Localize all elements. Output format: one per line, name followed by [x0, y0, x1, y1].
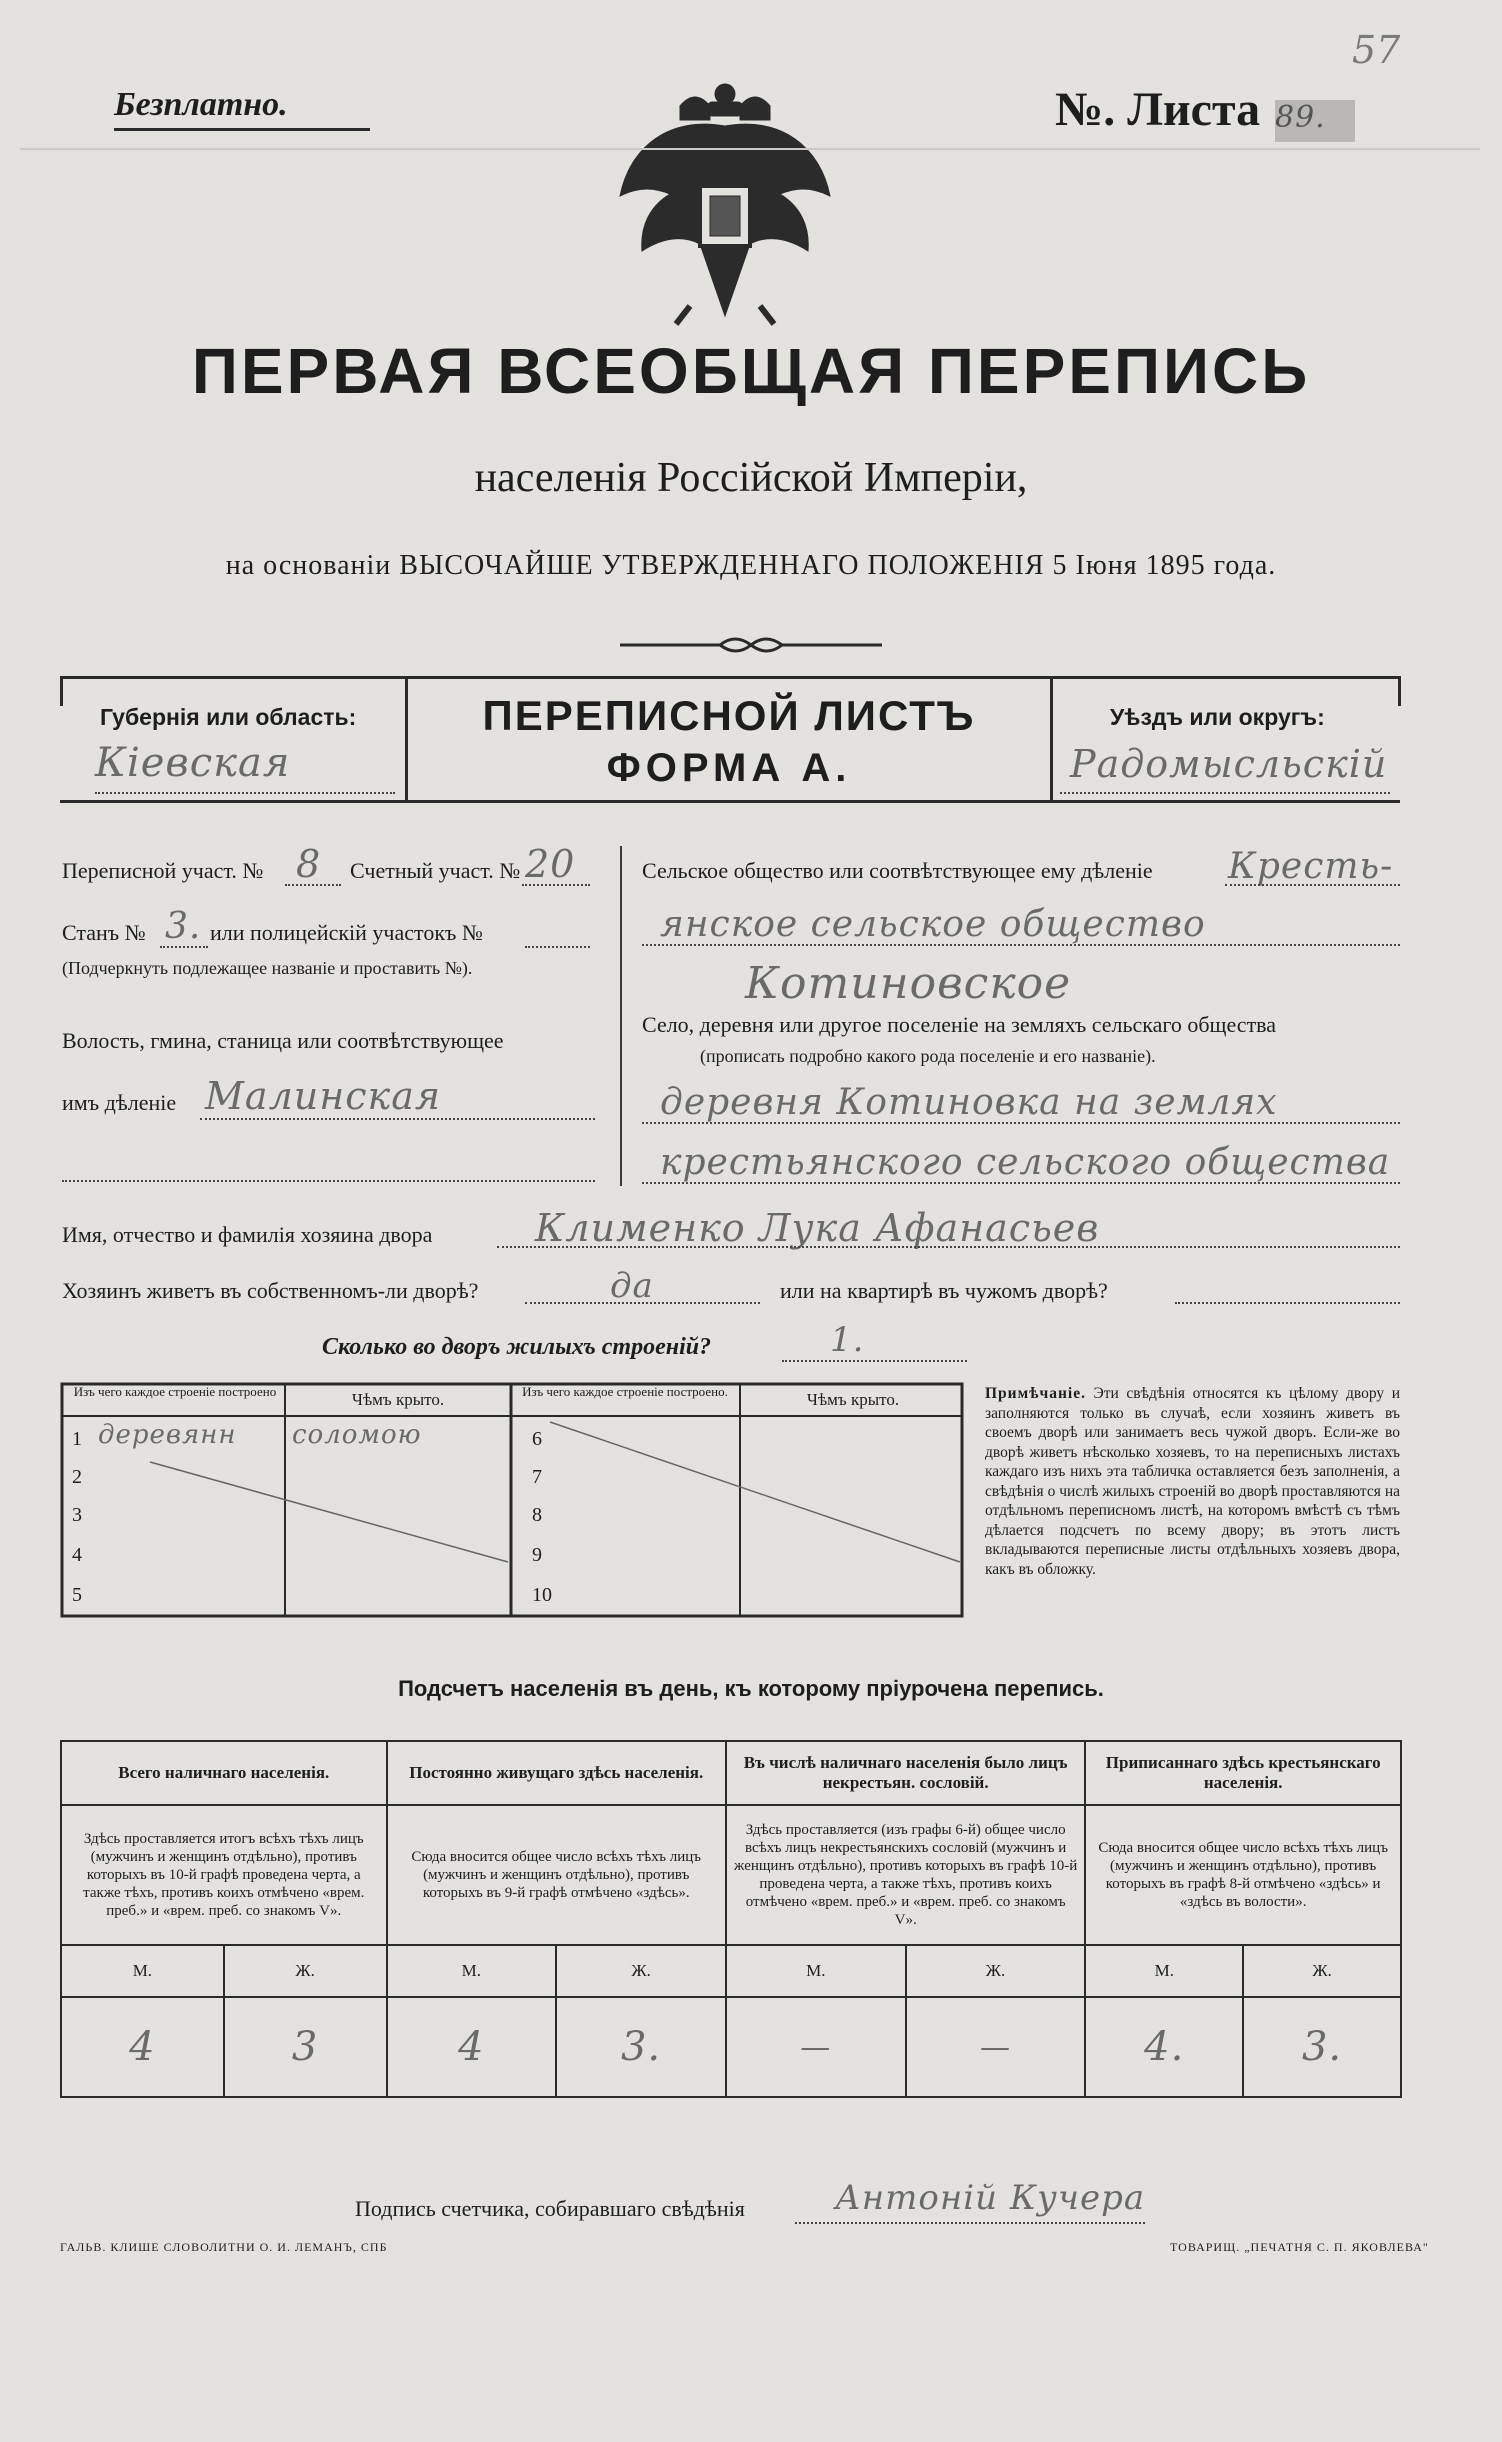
- buildings-row-num: 9: [532, 1544, 542, 1566]
- buildings-row-num: 8: [532, 1504, 542, 1526]
- buildings-col3-header: Изъ чего каждое строеніе построено.: [522, 1384, 728, 1399]
- pop-col3-desc: Здѣсь проставляется (изъ графы 6-й) общее число всѣхъ лицъ некрестьянскихъ сословій (мужчинъ и женщинъ отдѣльно), противъ которыхъ въ графѣ 10-й проведена черта, а также тѣхъ, противъ коихъ отмѣчено «врем. преб.» и «врем. преб. со знакомъ V».: [726, 1805, 1085, 1945]
- volost-label-2: имъ дѣленіе: [62, 1090, 177, 1115]
- pop-col3-title: Въ числѣ наличнаго населенія было лицъ некрестьян. сословій.: [726, 1741, 1085, 1805]
- fields-separator: [620, 846, 622, 1186]
- buildings-count-label: Сколько во дворъ жилыхъ строеній?: [322, 1334, 712, 1360]
- own-yard-line: [525, 1302, 760, 1304]
- schet-uchast-value: 20: [525, 842, 576, 886]
- signature-label: Подпись счетчика, собиравшаго свѣдѣнія: [355, 2196, 745, 2221]
- own-yard-value: да: [610, 1266, 654, 1306]
- footer-left: ГАЛЬВ. КЛИШЕ СЛОВОЛИТНИ О. И. ЛЕМАНЪ, СПБ: [60, 2240, 388, 2254]
- volost-line: [200, 1118, 595, 1120]
- society-value-2: янское сельское общество: [660, 904, 1206, 945]
- pop-m-header: М.: [387, 1945, 557, 1997]
- pop-col2-title: Постоянно живущаго здѣсь населенія.: [387, 1741, 726, 1805]
- pop-col4-desc: Сюда вносится общее число всѣхъ тѣхъ лицъ (мужчинъ и женщинъ отдѣльно), противъ которыхъ въ графѣ 8-й отмѣчено «здѣсь» и «здѣсь въ волости».: [1085, 1805, 1401, 1945]
- buildings-row-num: 4: [72, 1544, 82, 1566]
- volost-line-2: [62, 1180, 595, 1182]
- header-bottom-border: [60, 800, 1400, 803]
- pop-f-header: Ж.: [224, 1945, 387, 1997]
- gubernia-line: [95, 792, 395, 794]
- society-label: Сельское общество или соотвѣтствующее ему дѣленіе: [642, 858, 1153, 883]
- buildings-col2-header: Чѣмъ крыто.: [351, 1390, 445, 1409]
- bleed-through-line: [20, 148, 1480, 150]
- rent-label: или на квартирѣ въ чужомъ дворѣ?: [780, 1278, 1108, 1303]
- basis-line: на основаніи ВЫСОЧАЙШЕ УТВЕРЖДЕННАГО ПОЛОЖЕНІЯ 5 Іюня 1895 года.: [225, 550, 1277, 581]
- schet-uchast-label: Счетный участ. №: [350, 858, 521, 883]
- village-line-1: [642, 1122, 1400, 1124]
- pop-value: —: [726, 1997, 906, 2097]
- row1-material: деревянн: [98, 1420, 237, 1450]
- header-top-border: [60, 676, 1400, 679]
- pop-value: 3.: [1243, 1997, 1401, 2097]
- page-title: ПЕРВАЯ ВСЕОБЩАЯ ПЕРЕПИСЬ: [191, 335, 1311, 407]
- free-label: Безплатно.: [114, 86, 288, 123]
- sheet-number-label: №. Листа: [1055, 83, 1261, 136]
- buildings-col1-header: Изъ чего каждое строеніе построено: [73, 1384, 277, 1399]
- buildings-count-value: 1.: [830, 1320, 865, 1360]
- signature-value: Антоній Кучера: [835, 2178, 1146, 2218]
- buildings-row-num: 3: [72, 1504, 82, 1526]
- society-value-1: Кресть-: [1228, 846, 1394, 887]
- underline-note: (Подчеркнуть подлежащее названіе и проставить №).: [62, 958, 473, 978]
- buildings-row-num: 7: [532, 1466, 542, 1488]
- buildings-row-num: 1: [72, 1428, 82, 1450]
- pop-col2-desc: Сюда вносится общее число всѣхъ тѣхъ лицъ (мужчинъ и женщинъ отдѣльно), противъ которыхъ въ 9-й графѣ отмѣчено «здѣсь».: [387, 1805, 726, 1945]
- page-subtitle: населенія Россійской Имперіи,: [474, 455, 1028, 501]
- pop-value: 3: [224, 1997, 387, 2097]
- count-heading: Подсчетъ населенія въ день, къ которому пріурочена перепись.: [398, 1676, 1104, 1701]
- stan-label: Станъ №: [62, 920, 146, 945]
- buildings-row-num: 6: [532, 1428, 542, 1450]
- pop-m-header: М.: [1085, 1945, 1243, 1997]
- buildings-row-num: 2: [72, 1466, 82, 1488]
- pop-value: 4.: [1085, 1997, 1243, 2097]
- archive-page-number: 57: [1352, 28, 1401, 72]
- village-value-2: крестьянского сельского общества: [660, 1142, 1391, 1183]
- header-right-tick: [1398, 676, 1401, 706]
- owner-name-value: Клименко Лука Афанасьев: [535, 1206, 1100, 1250]
- pop-value: 3.: [556, 1997, 726, 2097]
- footer-right: ТОВАРИЩ. „ПЕЧАТНЯ С. П. ЯКОВЛЕВА": [1170, 2240, 1429, 2254]
- uezd-label: Уѣздъ или округъ:: [1110, 704, 1325, 730]
- population-table: [60, 1740, 1402, 2098]
- own-yard-label: Хозяинъ живетъ въ собственномъ-ли дворѣ?: [62, 1278, 479, 1303]
- signature-line: [795, 2222, 1145, 2224]
- pop-value: 4: [61, 1997, 224, 2097]
- note-text: Эти свѣдѣнія относятся къ цѣлому двору и заполняются только въ случаѣ, если хозяинъ живетъ въ своемъ дворѣ или занимаетъ весь чужой дворъ. Если-же во дворѣ живетъ нѣсколько хозяевъ, то на переписныхъ листахъ каждаго изъ нихъ эта табличка оставляется безъ заполненія, а свѣдѣнія о числѣ жилыхъ строеній во дворѣ проставляются на отдѣльномъ переписномъ листѣ, на которомъ вмѣстѣ съ тѣмъ дѣлается подсчетъ по всему двору; въ этотъ листъ вкладываются переписные листы отдѣльныхъ хозяевъ двора, какъ въ обложку.: [985, 1385, 1401, 1578]
- village-value-1: деревня Котиновка на землях: [660, 1082, 1278, 1123]
- gubernia-value: Кіевская: [95, 740, 291, 786]
- buildings-row-num: 10: [532, 1584, 552, 1606]
- perepis-uchast-label: Переписной участ. №: [62, 858, 264, 883]
- uezd-line: [1060, 792, 1390, 794]
- buildings-count-line: [782, 1360, 967, 1362]
- police-label: или полицейскій участокъ №: [210, 920, 483, 945]
- stan-line: [160, 946, 208, 948]
- perepis-uchast-value: 8: [296, 842, 322, 886]
- schet-uchast-line: [522, 884, 590, 886]
- buildings-col4-header: Чѣмъ крыто.: [806, 1390, 900, 1409]
- header-left-tick: [60, 676, 63, 706]
- volost-value: Малинская: [205, 1074, 442, 1118]
- pop-value: 4: [387, 1997, 557, 2097]
- pop-m-header: М.: [61, 1945, 224, 1997]
- pop-f-header: Ж.: [556, 1945, 726, 1997]
- note-block: [985, 1384, 1400, 1579]
- form-subtitle: ФОРМА А.: [606, 746, 852, 790]
- ornament-divider-icon: [620, 630, 882, 660]
- pop-col1-desc: Здѣсь проставляется итогъ всѣхъ тѣхъ лицъ (мужчинъ и женщинъ отдѣльно), противъ которыхъ въ 10-й графѣ проведена черта, а также тѣхъ, противъ коихъ отмѣчено «врем. преб.» и «врем. преб. со знакомъ V».: [61, 1805, 387, 1945]
- society-line-2: [642, 944, 1400, 946]
- buildings-row-num: 5: [72, 1584, 82, 1606]
- form-title: ПЕРЕПИСНОЙ ЛИСТЪ: [482, 692, 976, 739]
- owner-name-line: [497, 1246, 1400, 1248]
- note-title: Примѣчаніе.: [985, 1385, 1086, 1402]
- pop-f-header: Ж.: [1243, 1945, 1401, 1997]
- uezd-value: Радомысльскій: [1070, 742, 1388, 786]
- society-line-1: [1225, 884, 1400, 886]
- perepis-uchast-line: [285, 884, 341, 886]
- header-divider-right: [1050, 676, 1053, 801]
- society-value-3: Котиновское: [745, 958, 1072, 1009]
- row1-roof: соломою: [292, 1420, 422, 1450]
- pop-value: —: [906, 1997, 1086, 2097]
- volost-label: Волость, гмина, станица или соотвѣтствующее: [62, 1028, 504, 1053]
- pop-f-header: Ж.: [906, 1945, 1086, 1997]
- police-line: [525, 946, 590, 948]
- pop-col4-title: Приписаннаго здѣсь крестьянскаго населенія.: [1085, 1741, 1401, 1805]
- sheet-number-value: 89.: [1275, 100, 1355, 142]
- stan-value: 3.: [165, 906, 202, 947]
- buildings-table-grid: [60, 1382, 980, 1622]
- village-label: Село, деревня или другое поселеніе на земляхъ сельскаго общества: [642, 1012, 1277, 1037]
- pop-col1-title: Всего наличнаго населенія.: [61, 1741, 387, 1805]
- rent-line: [1175, 1302, 1400, 1304]
- village-line-2: [642, 1182, 1400, 1184]
- double-headed-eagle-icon: [610, 76, 840, 336]
- owner-name-label: Имя, отчество и фамилія хозяина двора: [62, 1222, 433, 1247]
- village-note: (прописать подробно какого рода поселеніе и его названіе).: [700, 1046, 1156, 1066]
- pop-m-header: М.: [726, 1945, 906, 1997]
- gubernia-label: Губернія или область:: [100, 704, 357, 730]
- free-label-underline: [114, 128, 370, 131]
